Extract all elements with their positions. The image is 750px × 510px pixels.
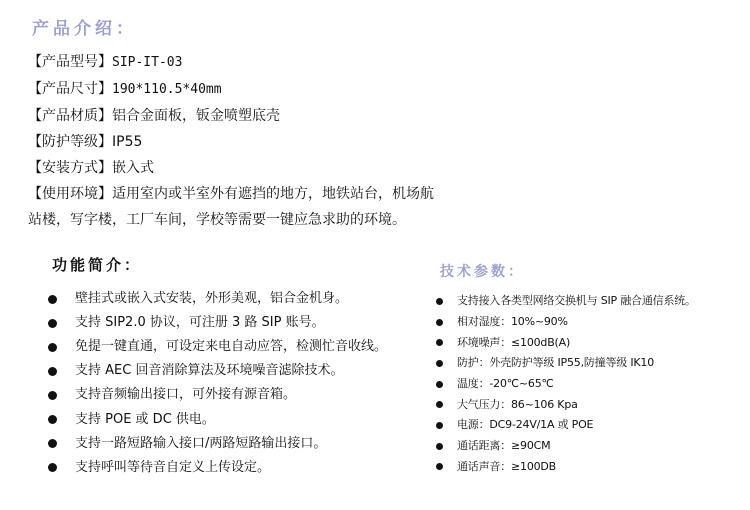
info-label: 【安装方式】 [28,160,112,176]
bullet-icon [48,391,57,400]
info-row-install [28,155,728,181]
list-item [435,457,745,478]
list-item-text: 支持音频输出接口，可外接有源音箱。 [75,387,297,403]
bullet-icon [48,463,57,472]
list-item-text: 支持 POE 或 DC 供电。 [75,411,215,427]
intro-title: 产品介绍： [32,19,137,39]
bullet-icon [436,443,443,450]
list-item-text: 支持 SIP2.0 协议，可注册 3 路 SIP 账号。 [75,315,325,331]
list-item-text: 相对湿度：10%~90% [457,315,568,329]
info-label: 【防护等级】 [28,134,112,150]
list-item [46,335,426,359]
info-row-material [28,103,728,129]
bullet-icon [48,295,57,304]
info-value: 适用室内或半室外有遮挡的地方，地铁站台，机场航 [112,186,434,202]
list-item-text: 通话声音：≥100DB [457,459,557,473]
functions-list [46,287,426,480]
info-row-model [28,49,728,76]
list-item [435,394,745,415]
bullet-icon [48,415,57,424]
list-item-text: 免提一键直通，可设定来电自动应答，检测忙音收线。 [75,339,388,355]
info-label: 【产品材质】 [28,108,112,124]
bullet-icon [436,463,443,470]
list-item [435,415,745,436]
bullet-icon [48,343,57,352]
list-item-text: 环境噪声：≤100dB(A) [457,335,571,349]
list-item [435,374,745,395]
intro-info [28,49,728,233]
list-item [435,291,745,312]
info-value: SIP-IT-03 [112,55,183,70]
list-item [46,432,426,456]
list-item-text: 防护：外壳防护等级 IP55,防撞等级 IK10 [457,356,655,370]
list-item [435,436,745,457]
bullet-icon [436,298,443,305]
bullet-icon [48,367,57,376]
bullet-icon [436,401,443,408]
info-value: 190*110.5*40mm [112,82,222,97]
list-item [46,311,426,335]
list-item-text: 支持 AEC 回音消除算法及环境噪音滤除技术。 [75,363,344,379]
list-item-text: 电源：DC9-24V/1A 或 POE [457,418,594,432]
list-item [46,287,426,311]
list-item [435,312,745,333]
info-label: 【产品尺寸】 [28,81,112,97]
info-value: 铝合金面板，钣金喷塑底壳 [112,108,280,124]
list-item-text: 壁挂式或嵌入式安装，外形美观，铝合金机身。 [75,291,349,307]
bullet-icon [436,422,443,429]
list-item-text: 支持一路短路输入接口/两路短路输出接口。 [75,435,327,451]
bullet-icon [48,439,57,448]
list-item-text: 温度：-20℃~65℃ [457,377,554,391]
bullet-icon [436,381,443,388]
list-item [435,353,745,374]
bullet-icon [48,319,57,328]
list-item [46,359,426,383]
list-item-text: 支持呼叫等待音自定义上传设定。 [75,459,271,475]
info-row-size [28,76,728,103]
info-value: IP55 [112,134,143,150]
info-label: 【产品型号】 [28,54,112,70]
functions-title: 功能简介： [52,256,143,274]
bullet-icon [436,339,443,346]
list-item-text: 通话距离：≥90CM [457,439,551,453]
specs-list [435,291,745,477]
environment-continuation: 站楼，写字楼，工厂车间，学校等需要一键应急求助的环境。 [28,212,406,228]
info-row-protection [28,129,728,155]
list-item-text: 大气压力：86~106 Kpa [457,397,578,411]
bullet-icon [436,319,443,326]
list-item-text: 支持接入各类型网络交换机与 SIP 融合通信系统。 [457,294,696,308]
specs-title: 技术参数： [440,264,525,280]
info-label: 【使用环境】 [28,186,112,202]
info-value: 嵌入式 [112,160,154,176]
list-item [46,407,426,431]
list-item [46,456,426,480]
bullet-icon [436,360,443,367]
list-item [435,332,745,353]
list-item [46,383,426,407]
info-row-environment [28,181,728,207]
